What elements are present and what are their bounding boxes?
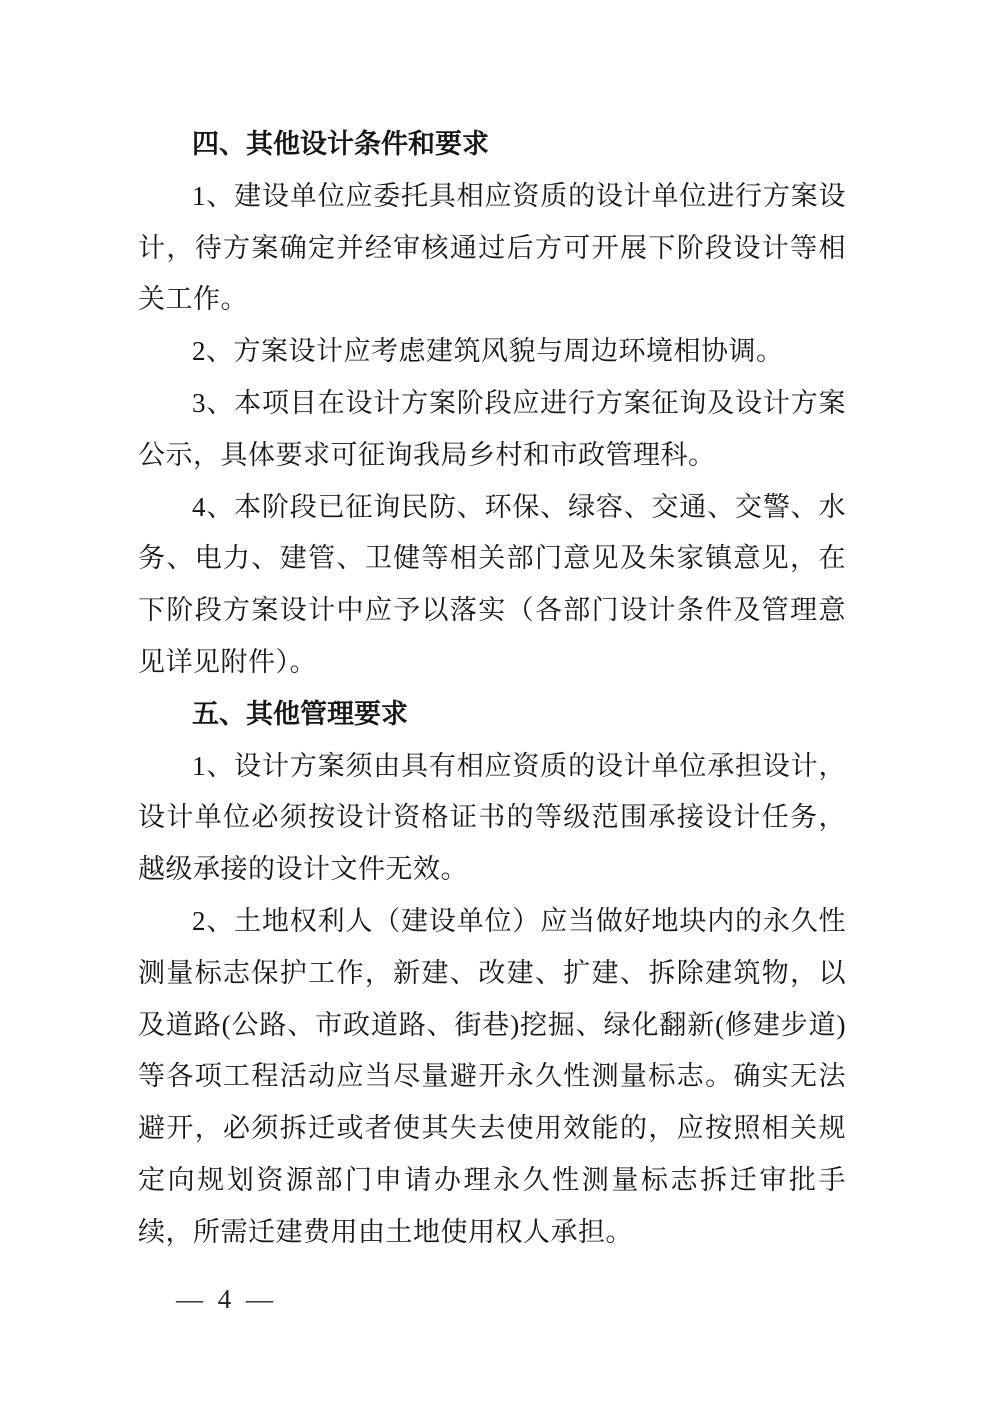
- paragraph: 1、建设单位应委托具相应资质的设计单位进行方案设计，待方案确定并经审核通过后方可开展下阶段设计等相关工作。: [138, 180, 846, 315]
- paragraph: 3、本项目在设计方案阶段应进行方案征询及设计方案公示，具体要求可征询我局乡村和市政管理科。: [138, 387, 846, 470]
- paragraph: 4、本阶段已征询民防、环保、绿容、交通、交警、水务、电力、建管、卫健等相关部门意见及朱家镇意见，在下阶段方案设计中应予以落实（各部门设计条件及管理意见详见附件）。: [138, 491, 846, 677]
- section-heading-4: 四、其他设计条件和要求: [192, 129, 489, 159]
- section-heading-5: 五、其他管理要求: [192, 698, 408, 729]
- document-body: [138, 119, 846, 1259]
- paragraph: 2、土地权利人（建设单位）应当做好地块内的永久性测量标志保护工作，新建、改建、扩建、拆除建筑物，以及道路(公路、市政道路、街巷)挖掘、绿化翻新(修建步道)等各项工程活动应当尽量避开永久性测量标志。确实无法避开，必须拆迁或者使其失去使用效能的，应按照相关规定向规划资源部门申请办理永久性测量标志拆迁审批手续，所需迁建费用由土地使用权人承担。: [138, 905, 846, 1247]
- page-number: — 4 —: [176, 1284, 273, 1314]
- paragraph: 1、设计方案须由具有相应资质的设计单位承担设计，设计单位必须按设计资格证书的等级范围承接设计任务，越级承接的设计文件无效。: [138, 750, 846, 885]
- paragraph: 2、方案设计应考虑建筑风貌与周边环境相协调。: [192, 336, 784, 367]
